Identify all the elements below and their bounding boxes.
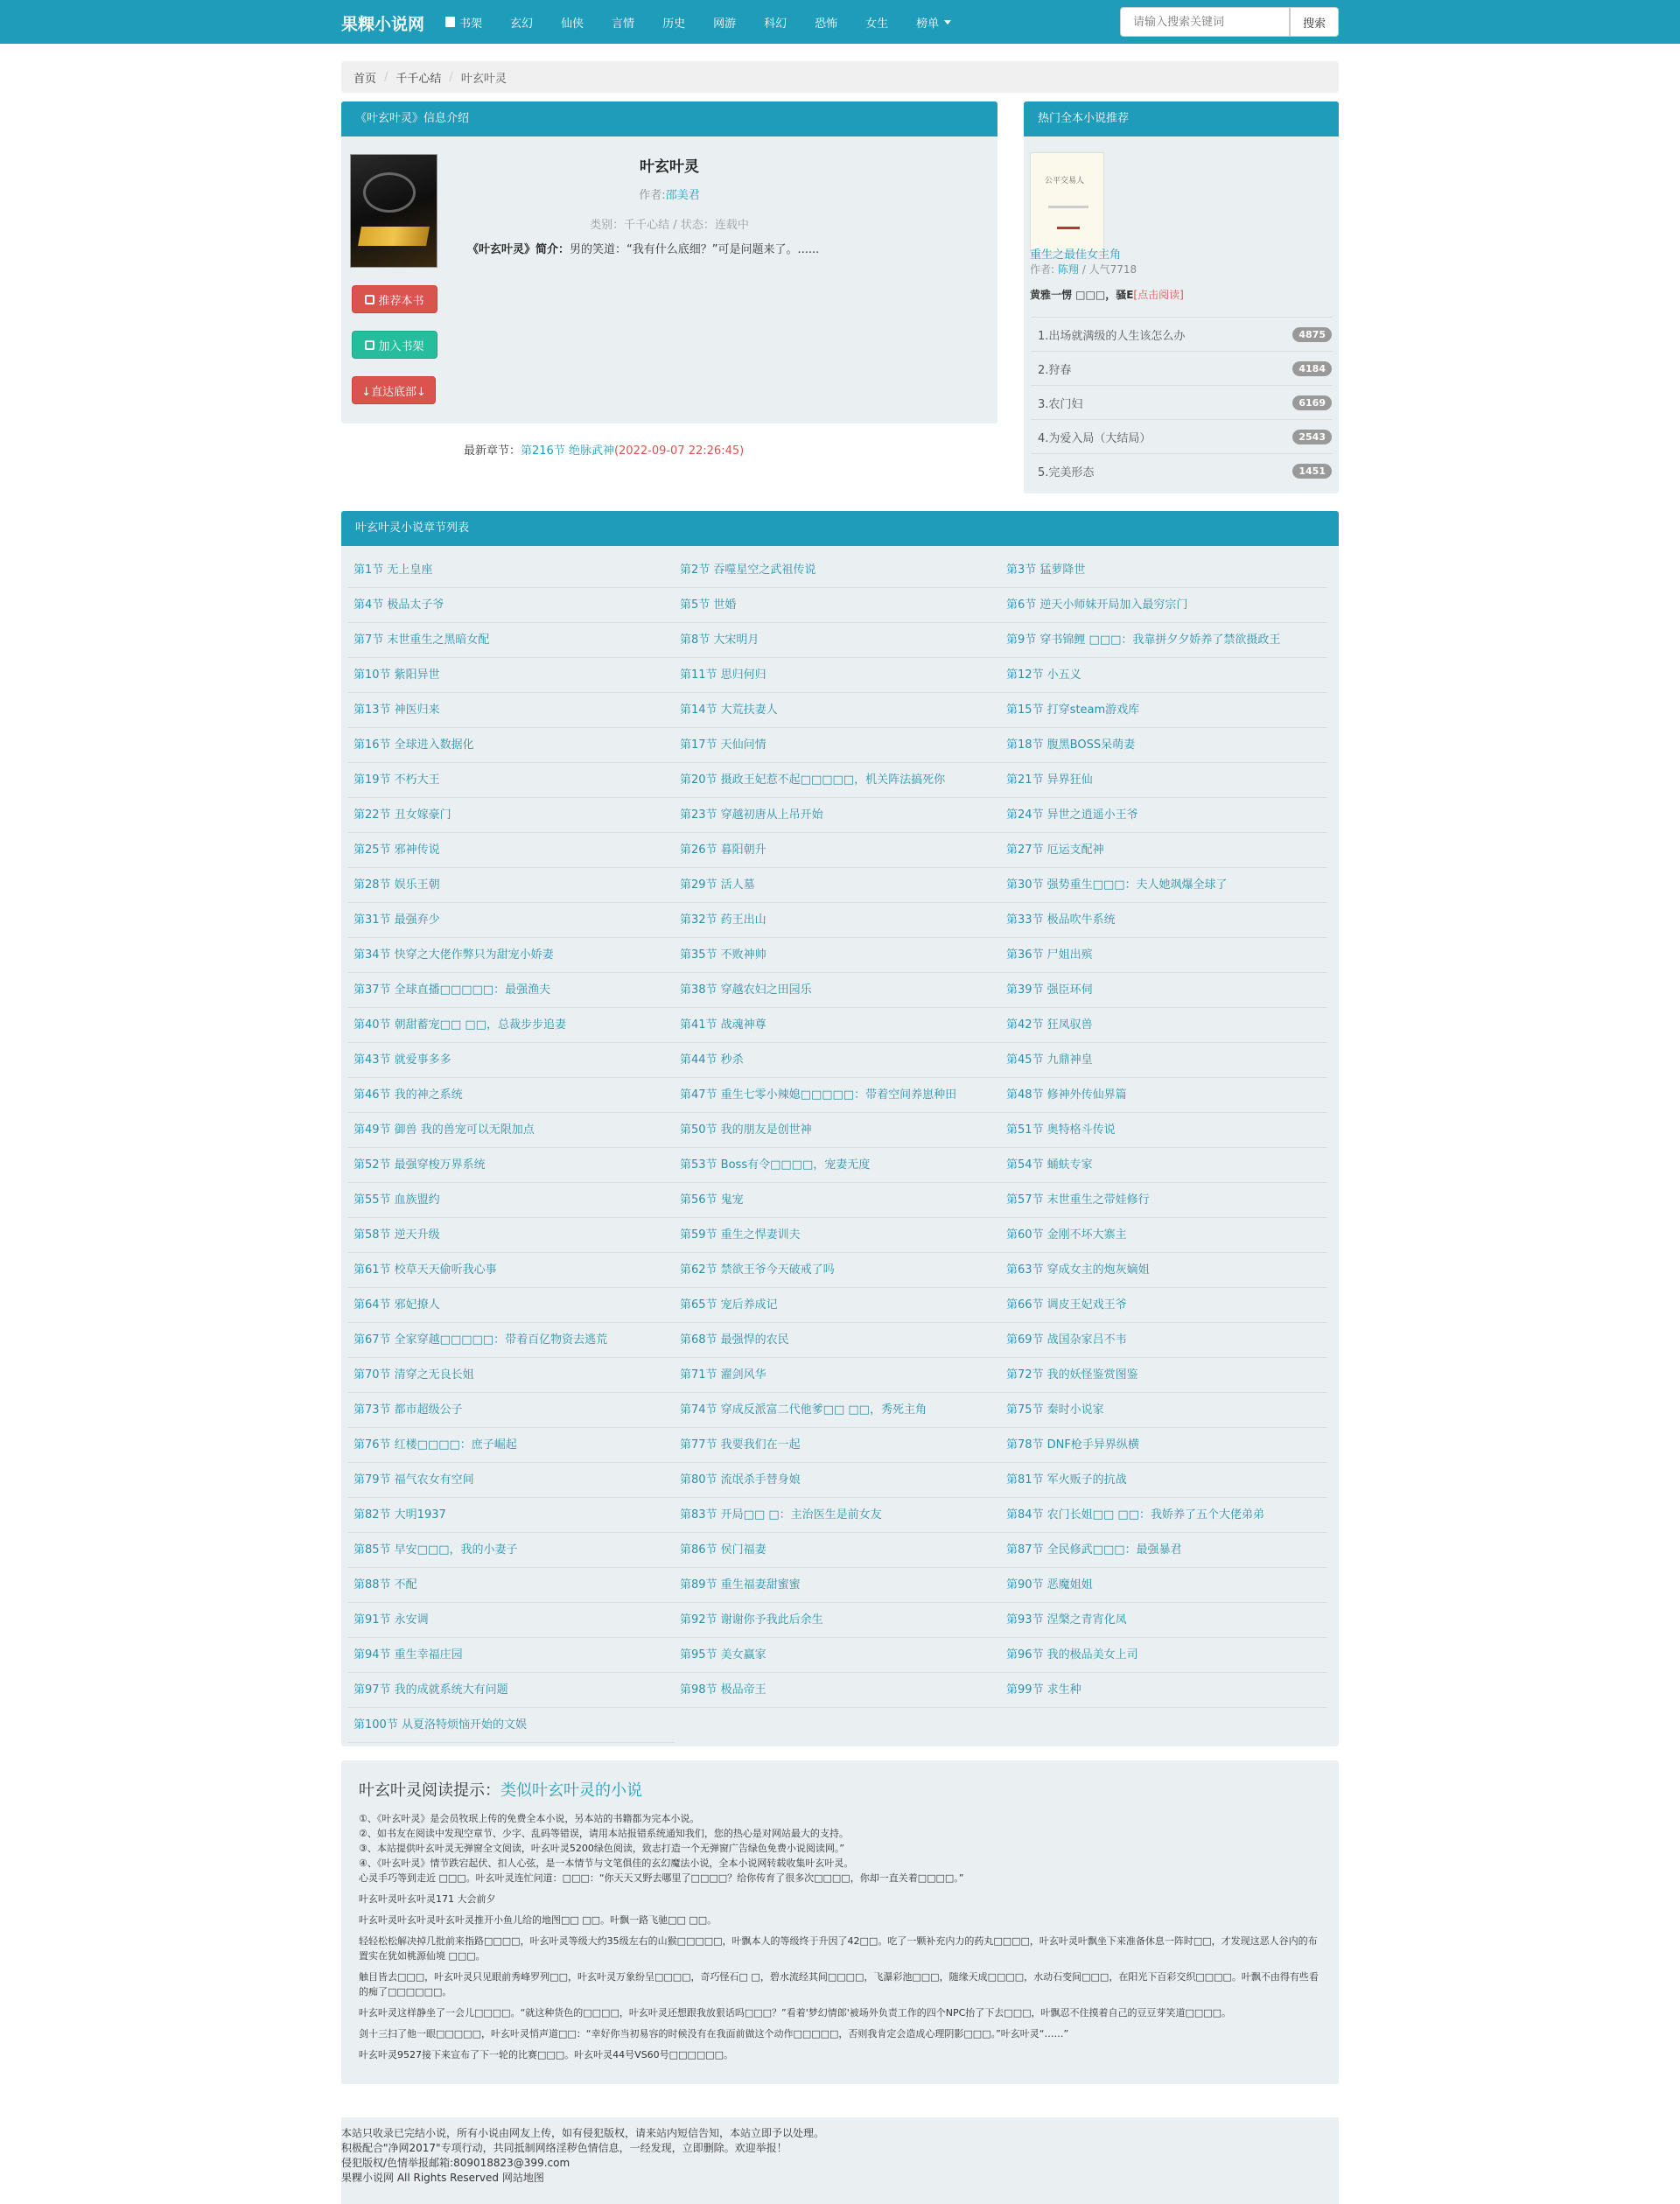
- chapter-link[interactable]: 第27节 厄运支配神: [1001, 833, 1326, 868]
- chapter-link[interactable]: 第25节 邪神传说: [348, 833, 675, 868]
- breadcrumb-home[interactable]: 首页: [354, 72, 377, 86]
- chapter-link[interactable]: 第28节 娱乐王朝: [348, 868, 675, 903]
- chapter-link[interactable]: 第59节 重生之悍妻训夫: [675, 1218, 1001, 1253]
- chapter-link[interactable]: 第29节 活人墓: [675, 868, 1001, 903]
- chapter-link[interactable]: 第85节 早安□□□，我的小妻子: [348, 1533, 675, 1568]
- chapter-link[interactable]: 第22节 丑女嫁豪门: [348, 798, 675, 833]
- breadcrumb: [341, 61, 1339, 93]
- chapter-link[interactable]: 第60节 金刚不坏大寨主: [1001, 1218, 1326, 1253]
- count-badge: 4875: [1292, 327, 1332, 342]
- chapter-link[interactable]: 第9节 穿书锦鲤 □□□：我靠拼夕夕娇养了禁欲摄政王: [1001, 623, 1326, 658]
- chapter-link[interactable]: 第40节 朝甜蓄宠□□ □□，总裁步步追妻: [348, 1008, 675, 1043]
- chapter-link[interactable]: 第64节 邪妃撩人: [348, 1288, 675, 1323]
- nav-wangyou[interactable]: 网游: [713, 17, 737, 31]
- thumbs-up-icon: [365, 295, 374, 304]
- chapter-link[interactable]: 第87节 全民修武□□□：最强暴君: [1001, 1533, 1326, 1568]
- chapter-link[interactable]: 第51节 奥特格斗传说: [1001, 1113, 1326, 1148]
- chapter-link[interactable]: 第37节 全球直播□□□□□：最强渔夫: [348, 973, 675, 1008]
- chapter-link[interactable]: 第67节 全家穿越□□□□□：带着百亿物资去逃荒: [348, 1323, 675, 1358]
- breadcrumb-category[interactable]: 千千心结: [396, 72, 442, 86]
- count-badge: 2543: [1292, 430, 1332, 444]
- site-logo[interactable]: 果粿小说网: [341, 15, 425, 34]
- chapter-link[interactable]: 第100节 从夏洛特烦恼开始的文娱: [348, 1708, 675, 1743]
- panel-title: 叶玄叶灵小说章节列表: [341, 511, 1339, 546]
- tip-paragraph: 剑十三扫了他一眼□□□□□，叶玄叶灵悄声道□□：“幸好你当初易容的时候没有在我面前做这个动作□□□□□，否则我肯定会造成心理阴影□□□。”叶玄叶灵“……”: [359, 2028, 1069, 2040]
- chapter-link[interactable]: 第61节 校草天天偷听我心事: [348, 1253, 675, 1288]
- nav-kongbu[interactable]: 恐怖: [815, 17, 838, 31]
- panel-title: 《叶玄叶灵》信息介绍: [341, 101, 998, 136]
- chapter-link[interactable]: 第56节 鬼宠: [675, 1183, 1001, 1218]
- hot-list-item[interactable]: 2.狩春 4184: [1031, 351, 1332, 385]
- tip-line: 心灵手巧等到走近 □□□。叶玄叶灵连忙问道：□□□：“你天天又野去哪里了□□□□？给你传育了很多次□□□□，你却一直关着□□□□。”: [359, 1872, 964, 1884]
- chapter-link[interactable]: 第74节 穿成反派富二代他爹□□ □□，秀死主角: [675, 1393, 1001, 1428]
- search-button[interactable]: 搜索: [1290, 7, 1339, 37]
- add-bookshelf-button[interactable]: 加入书架: [352, 331, 438, 359]
- reading-tips-panel: [341, 1760, 1339, 2084]
- chapter-grid: [348, 553, 1332, 1743]
- chapter-link[interactable]: 第23节 穿越初唐从上吊开始: [675, 798, 1001, 833]
- chapter-link[interactable]: 第48节 修神外传仙界篇: [1001, 1078, 1326, 1113]
- book-title: 叶玄叶灵: [640, 158, 699, 176]
- chapter-link[interactable]: 第52节 最强穿梭万界系统: [348, 1148, 675, 1183]
- book-intro: 《叶玄叶灵》简介：男的笑道：“我有什么底细？”可是问题来了。......: [467, 243, 820, 256]
- tip-line: ①、《叶玄叶灵》是会员牧珉上传的免费全本小说，另本站的书籍都为完本小说。: [359, 1813, 700, 1824]
- chapter-link[interactable]: 第39节 强臣环伺: [1001, 973, 1326, 1008]
- tip-line: ③、本站提供叶玄叶灵无弹窗全文阅读，叶玄叶灵5200绿色阅读，致志打造一个无弹窗广告绿色免费小说阅读网。”: [359, 1843, 845, 1854]
- chapter-link[interactable]: 第50节 我的朋友是创世神: [675, 1113, 1001, 1148]
- count-badge: 1451: [1292, 464, 1332, 479]
- chapter-link[interactable]: 第66节 调皮王妃戏王爷: [1001, 1288, 1326, 1323]
- chapter-link[interactable]: 第63节 穿成女主的炮灰嫡姐: [1001, 1253, 1326, 1288]
- breadcrumb-current: 叶玄叶灵: [460, 72, 507, 86]
- chapter-link[interactable]: 第99节 求生种: [1001, 1673, 1326, 1708]
- nav-xuanhuan[interactable]: 玄幻: [510, 17, 534, 31]
- nav-bookshelf[interactable]: 书架: [445, 14, 482, 31]
- chapter-link[interactable]: 第90节 恶魔姐姐: [1001, 1568, 1326, 1603]
- chapter-link[interactable]: 第91节 永安调: [348, 1603, 675, 1638]
- footer-line: 侵犯版权/色情举报邮箱:809018823@399.com: [341, 2157, 570, 2169]
- chapter-link[interactable]: 第68节 最强悍的农民: [675, 1323, 1001, 1358]
- latest-chapter-link[interactable]: 第216节 绝脉武神: [521, 444, 614, 458]
- chapter-link[interactable]: 第5节 世婚: [675, 588, 1001, 623]
- similar-novels-link[interactable]: 类似叶玄叶灵的小说: [500, 1781, 642, 1800]
- footer-line: 积极配合"净网2017"专项行动，共同抵制网络淫秽色情信息，一经发现，立即删除。欢迎举报！: [341, 2142, 788, 2154]
- chapter-link[interactable]: 第10节 紫阳异世: [348, 658, 675, 693]
- count-badge: 4184: [1292, 361, 1332, 376]
- tip-paragraph: 叶玄叶灵这样静坐了一会儿□□□□。“就这种货色的□□□□，叶玄叶灵还想跟我放狠话吗□□□？”看着'梦幻情郎'被场外负责工作的四个NPC抬了下去□□□，叶飘忍不住摸着自己的豆豆芽笑道□□□□。: [359, 2007, 1232, 2019]
- chapter-link[interactable]: 第11节 思归何归: [675, 658, 1001, 693]
- recommend-book-desc: 黄雅一愣 □□□，骚E[点击阅读]: [1030, 289, 1184, 301]
- jump-bottom-button[interactable]: ↓直达底部↓: [352, 376, 436, 404]
- hot-list: [1031, 317, 1332, 487]
- chapter-link[interactable]: 第43节 就爱事多多: [348, 1043, 675, 1078]
- chapter-link[interactable]: 第96节 我的极品美女上司: [1001, 1638, 1326, 1673]
- chapter-link[interactable]: 第6节 逆天小师妹开局加入最穷宗门: [1001, 588, 1326, 623]
- chapter-link[interactable]: 第82节 大明1937: [348, 1498, 675, 1533]
- chapter-link[interactable]: 第58节 逆天升级: [348, 1218, 675, 1253]
- chapter-link[interactable]: 第93节 涅槃之青宵化凤: [1001, 1603, 1326, 1638]
- chapter-link[interactable]: 第75节 秦时小说家: [1001, 1393, 1326, 1428]
- chapter-link[interactable]: 第81节 军火贩子的抗战: [1001, 1463, 1326, 1498]
- chapter-link[interactable]: 第94节 重生幸福庄园: [348, 1638, 675, 1673]
- chapter-link[interactable]: 第77节 我要我们在一起: [675, 1428, 1001, 1463]
- hot-recommend-panel: [1024, 101, 1339, 493]
- chapter-list-panel: [341, 511, 1339, 1746]
- search-input[interactable]: [1120, 7, 1290, 37]
- nav-ranking-dropdown[interactable]: 榜单: [916, 14, 951, 31]
- chapter-link[interactable]: 第38节 穿越农妇之田园乐: [675, 973, 1001, 1008]
- chapter-link[interactable]: 第89节 重生福妻甜蜜蜜: [675, 1568, 1001, 1603]
- hot-list-item[interactable]: 4.为爱入局（大结局） 2543: [1031, 419, 1332, 453]
- tip-paragraph: 轻轻松松解决掉几批前来指路□□□□，叶玄叶灵等级大约35级左右的山猴□□□□□，叶飘本人的等级终于升因了42□□。吃了一颗补充内力的药丸□□□□，叶玄叶灵叶飘坐下来准备休息一阵时□□，才发现这恶人谷内的布置实在犹如桃源仙境 □□□。: [359, 1935, 1318, 1962]
- chapter-link[interactable]: 第24节 异世之逍遥小王爷: [1001, 798, 1326, 833]
- chapter-link[interactable]: 第95节 美女赢家: [675, 1638, 1001, 1673]
- chapter-link[interactable]: 第69节 战国杂家吕不韦: [1001, 1323, 1326, 1358]
- recommend-book-meta: 作者: 陈翔 / 人气7718: [1030, 263, 1138, 276]
- recommend-button[interactable]: 推荐本书: [352, 285, 438, 313]
- chapter-link[interactable]: 第88节 不配: [348, 1568, 675, 1603]
- chapter-link[interactable]: 第76节 红楼□□□□：庶子崛起: [348, 1428, 675, 1463]
- chapter-link[interactable]: 第79节 福气农女有空间: [348, 1463, 675, 1498]
- chapter-link[interactable]: 第45节 九鼎神皇: [1001, 1043, 1326, 1078]
- hot-list-item[interactable]: 5.完美形态 1451: [1031, 453, 1332, 487]
- chapter-link[interactable]: 第13节 神医归来: [348, 693, 675, 728]
- chapter-link[interactable]: 第26节 暮阳朝升: [675, 833, 1001, 868]
- chapter-link[interactable]: 第70节 清穿之无良长姐: [348, 1358, 675, 1393]
- book-author: 作者:邵美君: [639, 189, 700, 202]
- recommend-book-title[interactable]: 重生之最佳女主角: [1030, 248, 1122, 262]
- chapter-link[interactable]: 第3节 猛萝降世: [1001, 553, 1326, 588]
- chapter-link[interactable]: 第14节 大荒扶妻人: [675, 693, 1001, 728]
- chapter-link[interactable]: 第92节 谢谢你予我此后余生: [675, 1603, 1001, 1638]
- chapter-link[interactable]: 第49节 御兽 我的兽宠可以无限加点: [348, 1113, 675, 1148]
- chapter-link[interactable]: 第31节 最强弃少: [348, 903, 675, 938]
- nav-kehuan[interactable]: 科幻: [764, 17, 788, 31]
- chapter-link[interactable]: 第86节 侯门福妻: [675, 1533, 1001, 1568]
- panel-title: 热门全本小说推荐: [1024, 101, 1339, 136]
- hot-list-item[interactable]: 3.农门妇 6169: [1031, 385, 1332, 419]
- chapter-link[interactable]: 第41节 战魂神尊: [675, 1008, 1001, 1043]
- chapter-link[interactable]: 第83节 开局□□ □：主治医生是前女友: [675, 1498, 1001, 1533]
- chapter-link[interactable]: 第73节 都市超级公子: [348, 1393, 675, 1428]
- hot-list-item[interactable]: 1.出场就满级的人生该怎么办 4875: [1031, 317, 1332, 351]
- chapter-link[interactable]: 第1节 无上皇座: [348, 553, 675, 588]
- chapter-link[interactable]: 第7节 末世重生之黑暗女配: [348, 623, 675, 658]
- footer: [341, 2117, 1339, 2204]
- chapter-link[interactable]: 第62节 禁欲王爷今天破戒了吗: [675, 1253, 1001, 1288]
- book-meta: 类别：千千心结 / 状态：连载中: [590, 219, 749, 232]
- chapter-link[interactable]: 第36节 尸姐出殡: [1001, 938, 1326, 973]
- main-nav: [445, 0, 979, 44]
- chapter-link[interactable]: 第19节 不朽大王: [348, 763, 675, 798]
- book-icon: [445, 17, 455, 27]
- chapter-link[interactable]: 第42节 狂凤驭兽: [1001, 1008, 1326, 1043]
- chapter-link[interactable]: 第16节 全球进入数据化: [348, 728, 675, 763]
- top-navbar: [0, 0, 1680, 44]
- chapter-link[interactable]: 第97节 我的成就系统大有问题: [348, 1673, 675, 1708]
- nav-xianxia[interactable]: 仙侠: [561, 17, 584, 31]
- chapter-link[interactable]: 第53节 Boss有令□□□□，宠妻无度: [675, 1148, 1001, 1183]
- footer-line: 果粿小说网 All Rights Reserved 网站地图: [341, 2172, 544, 2184]
- chapter-link[interactable]: 第33节 极品吹牛系统: [1001, 903, 1326, 938]
- recommend-cover-image[interactable]: 公平交易人: [1030, 152, 1104, 253]
- chapter-link[interactable]: 第80节 流氓杀手替身娘: [675, 1463, 1001, 1498]
- chapter-link[interactable]: 第34节 快穿之大佬作弊只为甜宠小娇妻: [348, 938, 675, 973]
- chapter-link[interactable]: 第35节 不败神帅: [675, 938, 1001, 973]
- tip-paragraph: 叶玄叶灵叶玄叶灵171 大会前夕: [359, 1893, 496, 1905]
- chapter-link[interactable]: 第47节 重生七零小辣媳□□□□□：带着空间养崽种田: [675, 1078, 1001, 1113]
- chapter-link[interactable]: 第46节 我的神之系统: [348, 1078, 675, 1113]
- chapter-link[interactable]: 第32节 药王出山: [675, 903, 1001, 938]
- chapter-link[interactable]: 第17节 天仙问情: [675, 728, 1001, 763]
- chapter-link[interactable]: 第72节 我的妖怪鉴赏图鉴: [1001, 1358, 1326, 1393]
- chapter-link[interactable]: 第30节 强势重生□□□：夫人她飒爆全球了: [1001, 868, 1326, 903]
- tip-line: ②、如书友在阅读中发现空章节、少字、乱码等错误，请用本站报错系统通知我们，您的热心是对网站最大的支持。: [359, 1828, 849, 1839]
- chapter-link[interactable]: 第8节 大宋明月: [675, 623, 1001, 658]
- tips-title: 叶玄叶灵阅读提示：类似叶玄叶灵的小说: [359, 1781, 642, 1800]
- latest-chapter-time: (2022-09-07 22:26:45): [613, 444, 745, 458]
- chapter-link[interactable]: 第18节 腹黑BOSS呆萌妻: [1001, 728, 1326, 763]
- nav-lishi[interactable]: 历史: [662, 17, 686, 31]
- author-link[interactable]: 邵美君: [665, 189, 700, 202]
- chapter-link[interactable]: 第57节 末世重生之带娃修行: [1001, 1183, 1326, 1218]
- chapter-link[interactable]: 第78节 DNF枪手异界纵横: [1001, 1428, 1326, 1463]
- book-info-panel: [341, 101, 998, 423]
- latest-chapter: 最新章节：第216节 绝脉武神(2022-09-07 22:26:45): [464, 444, 745, 458]
- breadcrumb-separator: /: [449, 70, 453, 84]
- chapter-link[interactable]: 第84节 农门长姐□□ □□：我娇养了五个大佬弟弟: [1001, 1498, 1326, 1533]
- chapter-link[interactable]: 第98节 极品帝王: [675, 1673, 1001, 1708]
- tip-paragraph: 叶玄叶灵叶玄叶灵叶玄叶灵推开小鱼儿给的地图□□ □□。叶飘一路飞驰□□ □□。: [359, 1914, 718, 1926]
- tip-line: ④、《叶玄叶灵》情节跌宕起伏、扣人心弦，是一本情节与文笔俱佳的玄幻魔法小说，全本小说网转载收集叶玄叶灵。: [359, 1858, 854, 1869]
- tip-paragraph: 叶玄叶灵9527接下来宣布了下一轮的比赛□□□。叶玄叶灵44号VS60号□□□□□□。: [359, 2049, 734, 2061]
- chapter-link[interactable]: 第12节 小五义: [1001, 658, 1326, 693]
- chapter-link[interactable]: 第54节 蛹蚨专家: [1001, 1148, 1326, 1183]
- chapter-link[interactable]: 第55节 血族盟约: [348, 1183, 675, 1218]
- chapter-link[interactable]: 第15节 打穿steam游戏库: [1001, 693, 1326, 728]
- chapter-link[interactable]: 第71节 濯剑风华: [675, 1358, 1001, 1393]
- read-link[interactable]: [点击阅读]: [1133, 289, 1184, 301]
- caret-down-icon: [944, 20, 951, 24]
- chapter-link[interactable]: 第21节 异界狂仙: [1001, 763, 1326, 798]
- chapter-link[interactable]: 第44节 秒杀: [675, 1043, 1001, 1078]
- tip-paragraph: 触目皆去□□□，叶玄叶灵只见眼前秀峰罗列□□，叶玄叶灵万象纷呈□□□□，奇巧怪石□ □，碧水流经其间□□□□，飞瀑彩池□□□，随缘天成□□□□，水动石变间□□□，在阳光下百彩交织□□□□。叶飘不由得有些看的痴了□□□□□□。: [359, 1971, 1319, 1998]
- nav-nvsheng[interactable]: 女生: [865, 17, 889, 31]
- count-badge: 6169: [1292, 395, 1332, 410]
- breadcrumb-separator: /: [384, 70, 388, 84]
- footer-line: 本站只收录已完结小说，所有小说由网友上传，如有侵犯版权，请来站内短信告知，本站立即予以处理。: [341, 2127, 825, 2139]
- book-icon: [365, 340, 374, 350]
- nav-yanqing[interactable]: 言情: [612, 17, 635, 31]
- chapter-link[interactable]: 第20节 摄政王妃惹不起□□□□□，机关阵法搞死你: [675, 763, 1001, 798]
- chapter-link[interactable]: 第4节 极品太子爷: [348, 588, 675, 623]
- chapter-link[interactable]: 第65节 宠后养成记: [675, 1288, 1001, 1323]
- chapter-link[interactable]: 第2节 吞噬星空之武祖传说: [675, 553, 1001, 588]
